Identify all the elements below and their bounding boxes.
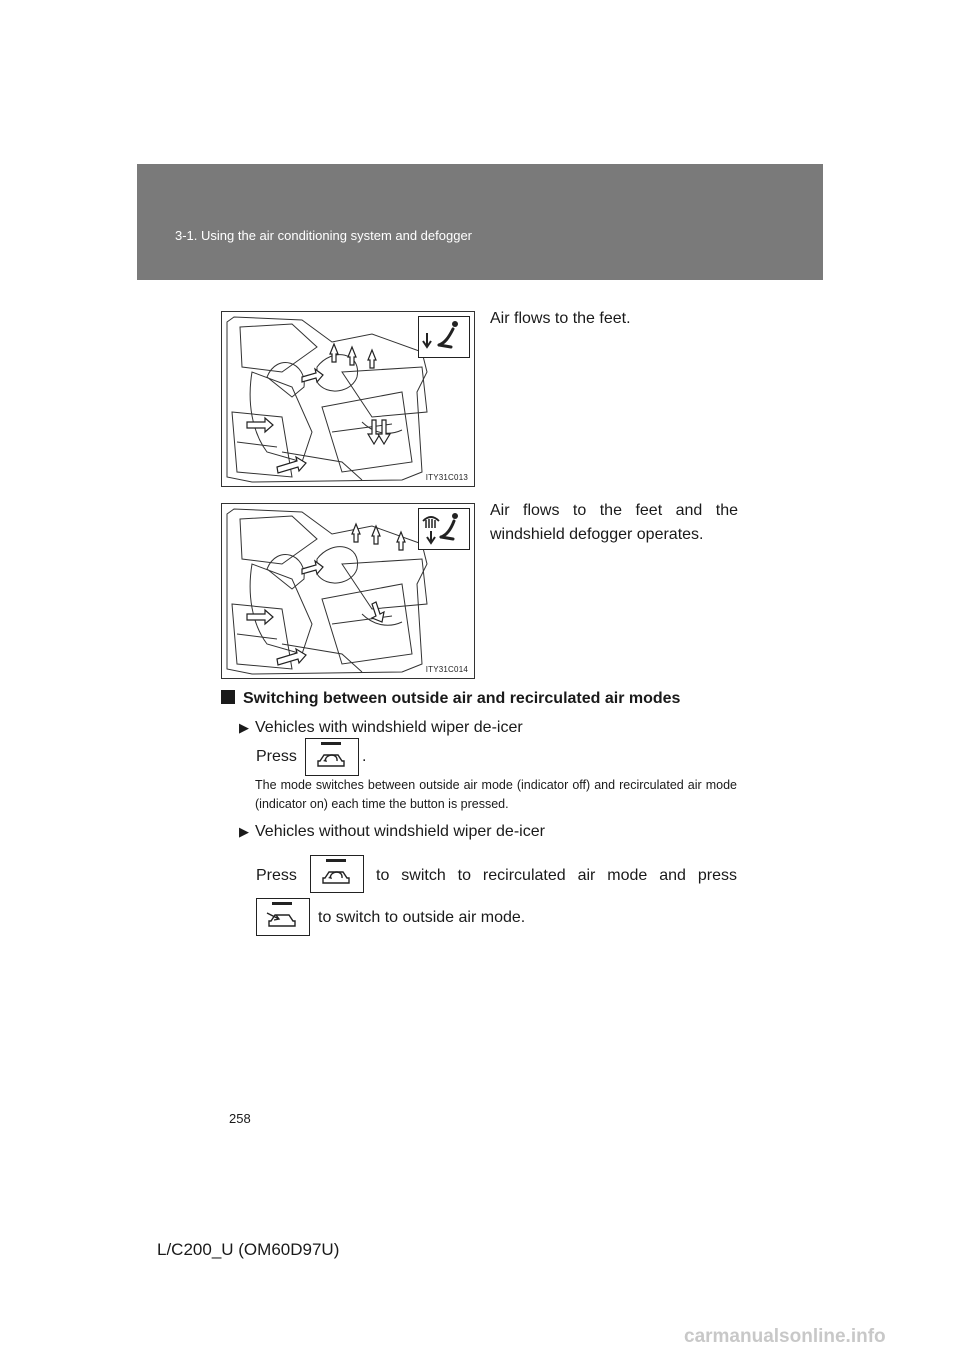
figure-description: Air flows to the feet and the windshield defogger operates. xyxy=(490,502,738,543)
figure-code: ITY31C013 xyxy=(425,473,468,482)
recirculate-on-button-icon xyxy=(310,855,364,893)
model-code: L/C200_U (OM60D97U) xyxy=(157,1240,340,1259)
figure-feet-defogger-mode xyxy=(221,503,475,679)
feet-defogger-airflow-icon xyxy=(418,508,470,550)
figure-description: Air flows to the feet. xyxy=(490,310,631,327)
header-band xyxy=(137,164,823,280)
bullet-without-deicer: ▶ Vehicles without windshield wiper de-icer xyxy=(239,823,545,840)
mode-note: The mode switches between outside air mode (indicator off) and recirculated air mode (indicator on) each time the button is pressed. xyxy=(255,778,737,811)
watermark: carmanualsonline.info xyxy=(684,1326,886,1347)
triangle-bullet-icon: ▶ xyxy=(239,824,249,839)
bullet-with-deicer: ▶ Vehicles with windshield wiper de-icer xyxy=(239,719,523,736)
press-middle: to switch to recirculated air mode and press xyxy=(376,867,737,884)
press-prefix: Press xyxy=(256,867,297,884)
press-suffix: . xyxy=(362,748,367,765)
figure-feet-mode xyxy=(221,311,475,487)
figure-code: ITY31C014 xyxy=(425,665,468,674)
section-title: 3-1. Using the air conditioning system and defogger xyxy=(175,228,473,243)
feet-airflow-icon xyxy=(418,316,470,358)
page-number: 258 xyxy=(229,1111,251,1126)
triangle-bullet-icon: ▶ xyxy=(239,720,249,735)
recirculation-button-icon xyxy=(305,738,359,776)
square-bullet-icon xyxy=(221,690,235,704)
outside-air-button-icon xyxy=(256,898,310,936)
press-suffix: to switch to outside air mode. xyxy=(318,909,526,926)
section-heading: Switching between outside air and recirculated air modes xyxy=(221,690,680,708)
press-prefix: Press xyxy=(256,748,297,765)
